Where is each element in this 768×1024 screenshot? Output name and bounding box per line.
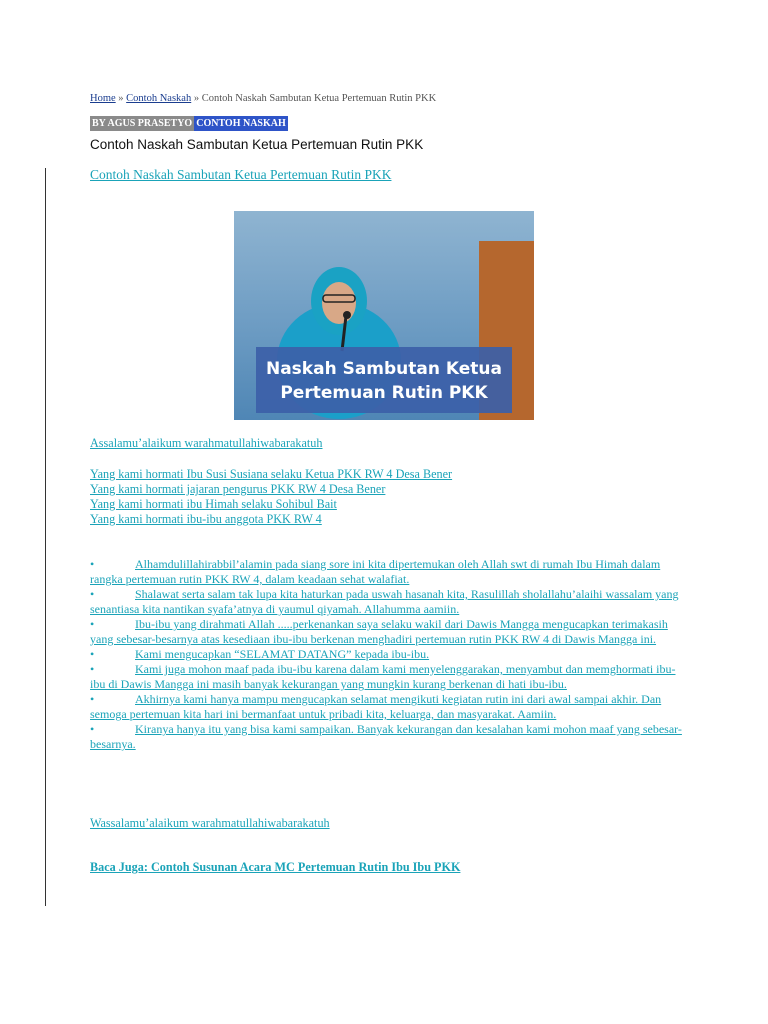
hero-caption-banner <box>256 347 512 413</box>
bullet-item[interactable] <box>90 647 690 662</box>
bullet-item[interactable] <box>90 617 690 647</box>
post-byline <box>90 116 288 131</box>
bullet-dot: • <box>90 617 95 631</box>
post-title: Contoh Naskah Sambutan Ketua Pertemuan Rutin PKK <box>90 137 424 152</box>
honorific-line[interactable]: Yang kami hormati ibu-ibu anggota PKK RW 4 <box>90 512 322 526</box>
honorific-line[interactable]: Yang kami hormati ibu Himah selaku Sohibul Bait <box>90 497 337 511</box>
honorific-line[interactable]: Yang kami hormati Ibu Susi Susiana selaku Ketua PKK RW 4 Desa Bener <box>90 467 453 481</box>
bullet-dot: • <box>90 722 95 736</box>
post-title-link[interactable]: Contoh Naskah Sambutan Ketua Pertemuan Rutin PKK <box>90 167 392 182</box>
bullet-dot: • <box>90 587 95 601</box>
breadcrumb-separator: » <box>118 93 124 104</box>
bullet-text: Alhamdulillahirabbil’alamin pada siang sore ini kita dipertemukan oleh Allah swt di rumah Ibu Himah dalam rangka pertemuan rutin PKK RW 4, dalam keadaan sehat walafiat. <box>90 557 661 586</box>
hero-caption-line1: Naskah Sambutan Ketua <box>265 359 503 379</box>
bullet-text: Shalawat serta salam tak lupa kita haturkan pada uswah hasanah kita, Rasulillah sholallahu’alaihi wassalam yang senantiasa kita nantikan syafa’atnya di yaumul qiyamah. Allahumma aamiin. <box>90 587 679 616</box>
bullet-text: Kami mengucapkan “SELAMAT DATANG” kepada ibu-ibu. <box>135 647 430 661</box>
author-badge[interactable]: BY AGUS PRASETYO <box>92 118 193 129</box>
bullet-dot: • <box>90 647 95 661</box>
breadcrumb-current: Contoh Naskah Sambutan Ketua Pertemuan Rutin PKK <box>201 93 437 104</box>
bullet-text: Kiranya hanya itu yang bisa kami sampaikan. Banyak kekurangan dan kesalahan kami mohon maaf yang sebesar-besarnya. <box>90 722 682 751</box>
bullet-item[interactable] <box>90 692 690 722</box>
breadcrumb-separator: » <box>193 93 200 104</box>
greeting[interactable]: Assalamu’alaikum warahmatullahiwabarakatuh <box>90 436 323 450</box>
hero-caption-line2: Pertemuan Rutin PKK <box>280 383 488 403</box>
bullet-item[interactable] <box>90 587 690 617</box>
bullet-dot: • <box>90 557 95 571</box>
honorific-line[interactable]: Yang kami hormati jajaran pengurus PKK RW 4 Desa Bener <box>90 482 386 496</box>
breadcrumb-category-link[interactable]: Contoh Naskah <box>126 93 192 104</box>
bullet-dot: • <box>90 692 95 706</box>
bullet-dot: • <box>90 662 95 676</box>
bullet-text: Kami juga mohon maaf pada ibu-ibu karena dalam kami menyelenggarakan, menyambut dan memghormati ibu-ibu di Dawis Mangga ini masih banyak kekurangan yang mungkin kurang berkenan di hati ibu-ibu. <box>90 662 676 691</box>
category-badge[interactable]: CONTOH NASKAH <box>196 118 286 129</box>
bullet-item[interactable] <box>90 662 690 692</box>
left-border-line <box>45 168 46 906</box>
closing-greeting[interactable]: Wassalamu’alaikum warahmatullahiwabarakatuh <box>90 816 330 830</box>
breadcrumb-home-link[interactable]: Home <box>90 93 116 104</box>
speech-bullet-list <box>90 557 690 752</box>
bullet-item[interactable] <box>90 557 690 587</box>
bullet-item[interactable] <box>90 722 690 752</box>
read-also-link[interactable]: Baca Juga: Contoh Susunan Acara MC Pertemuan Rutin Ibu Ibu PKK <box>90 860 461 874</box>
article-hero-image <box>234 211 534 420</box>
breadcrumb <box>90 93 436 104</box>
bullet-text: Ibu-ibu yang dirahmati Allah .....perkenankan saya selaku wakil dari Dawis Mangga mengucapkan terimakasih yang sebesar-besarnya atas kesediaan ibu-ibu berkenan menghadiri pertemuan rutin PKK RW 4 di Dawis Mangga ini. <box>90 617 668 646</box>
bullet-text: Akhirnya kami hanya mampu mengucapkan selamat mengikuti kegiatan rutin ini dari awal sampai akhir. Dan semoga pertemuan kita hari ini bermanfaat untuk pribadi kita, keluarga, dan masyarakat. Aamiin. <box>90 692 662 721</box>
